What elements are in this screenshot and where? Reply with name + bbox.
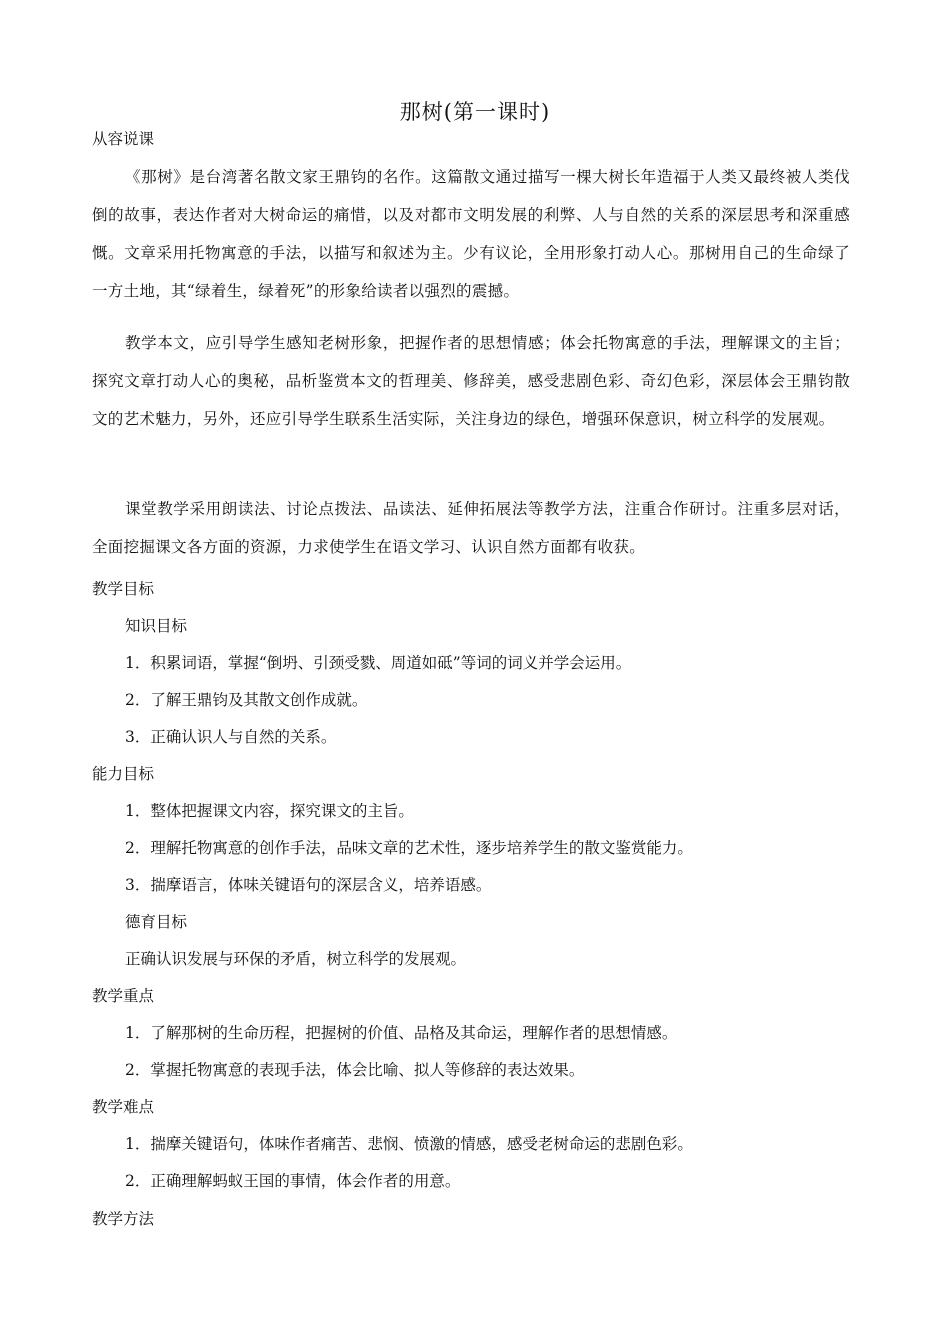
- subheading-ability: 能力目标: [92, 765, 155, 783]
- section-heading-goals: 教学目标: [92, 580, 155, 598]
- section-heading-key-points: 教学重点: [92, 987, 155, 1005]
- ability-item-1: 1．整体把握课文内容，探究课文的主旨。: [125, 802, 414, 820]
- key-item-2: 2．掌握托物寓意的表现手法，体会比喻、拟人等修辞的表达效果。: [125, 1061, 585, 1079]
- difficulty-item-1: 1．揣摩关键语句，体味作者痛苦、悲悯、愤激的情感，感受老树命运的悲剧色彩。: [125, 1135, 693, 1153]
- document-title: 那树(第一课时): [399, 100, 551, 124]
- key-item-1: 1．了解那树的生命历程，把握树的价值、品格及其命运，理解作者的思想情感。: [125, 1024, 678, 1042]
- section-heading-methods: 教学方法: [92, 1210, 155, 1228]
- knowledge-item-2: 2．了解王鼎钧及其散文创作成就。: [125, 691, 368, 709]
- subheading-knowledge: 知识目标: [125, 617, 188, 635]
- moral-text: 正确认识发展与环保的矛盾，树立科学的发展观。: [125, 950, 467, 968]
- intro-paragraph-2: 教学本文，应引导学生感知老树形象，把握作者的思想情感；体会托物寓意的手法，理解课文的主旨；探究文章打动人心的奥秘，品析鉴赏本文的哲理美、修辞美，感受悲剧色彩、奇幻色彩，深层体会王鼎钧散文的艺术魅力，另外，还应引导学生联系生活实际，关注身边的绿色，增强环保意识，树立科学的发展观。: [92, 334, 850, 428]
- section-heading-intro: 从容说课: [92, 130, 155, 148]
- ability-item-2: 2．理解托物寓意的创作手法，品味文章的艺术性，逐步培养学生的散文鉴赏能力。: [125, 839, 693, 857]
- intro-paragraph-3: 课堂教学采用朗读法、讨论点拨法、品读法、延伸拓展法等教学方法，注重合作研讨。注重多层对话，全面挖掘课文各方面的资源，力求使学生在语文学习、认识自然方面都有收获。: [92, 500, 850, 556]
- section-heading-difficulties: 教学难点: [92, 1098, 155, 1116]
- difficulty-item-2: 2．正确理解蚂蚁王国的事情，体会作者的用意。: [125, 1172, 461, 1190]
- knowledge-item-3: 3．正确认识人与自然的关系。: [125, 728, 337, 746]
- ability-item-3: 3．揣摩语言，体味关键语句的深层含义，培养语感。: [125, 876, 492, 894]
- subheading-moral: 德育目标: [125, 913, 188, 931]
- knowledge-item-1: 1．积累词语，掌握“倒坍、引颈受戮、周道如砥”等词的词义并学会运用。: [125, 654, 632, 672]
- intro-paragraph-1: 《那树》是台湾著名散文家王鼎钧的名作。这篇散文通过描写一棵大树长年造福于人类又最终被人类伐倒的故事，表达作者对大树命运的痛惜，以及对都市文明发展的利弊、人与自然的关系的深层思考和深重感慨。文章采用托物寓意的手法，以描写和叙述为主。少有议论，全用形象打动人心。那树用自己的生命绿了一方土地，其“绿着生，绿着死”的形象给读者以强烈的震撼。: [92, 168, 850, 300]
